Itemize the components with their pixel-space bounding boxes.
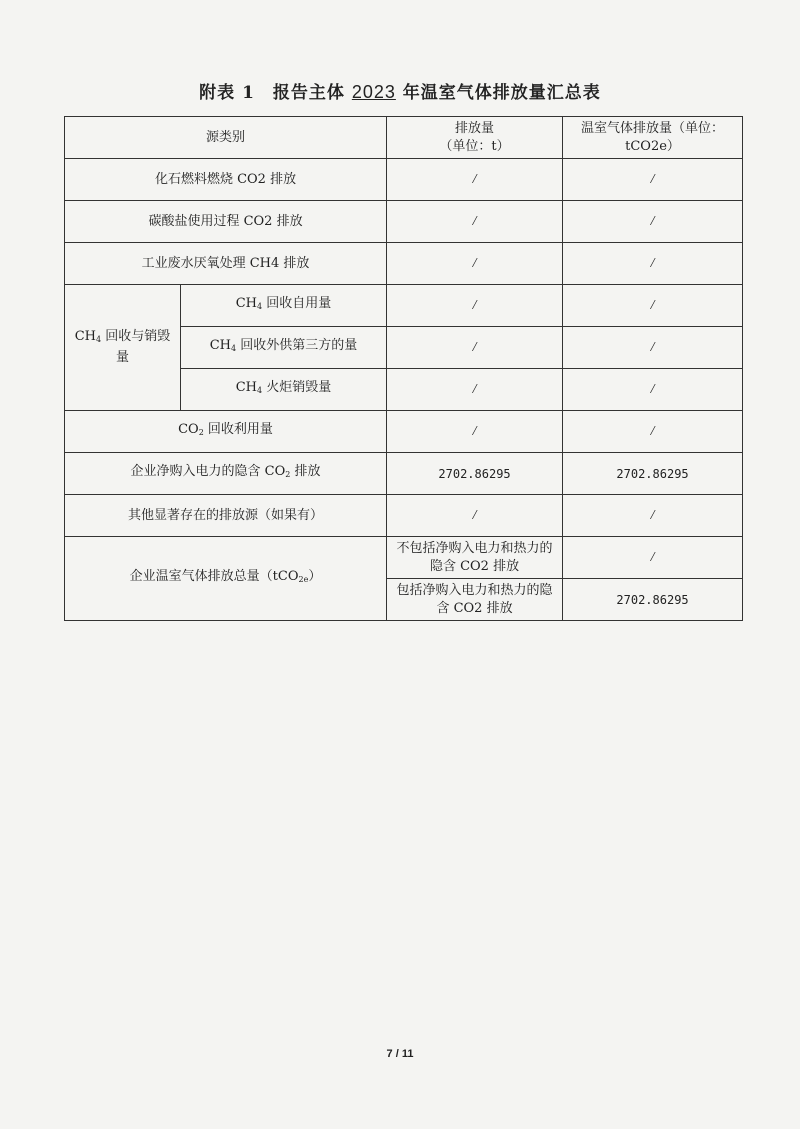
table-row [65, 285, 743, 327]
ch4-self-rest: 回收自用量 [262, 296, 332, 311]
row-label-fossil-fuel: 化石燃料燃烧 CO2 排放 [65, 159, 387, 201]
table-header-row [65, 117, 743, 159]
cell-value: / [563, 201, 743, 243]
cell-value: / [387, 285, 563, 327]
electricity-post: 排放 [290, 464, 321, 479]
ch4-group-sub: 4 [96, 335, 102, 344]
cell-value: / [563, 411, 743, 453]
total-sub: 2e [298, 575, 309, 584]
row-label-electricity [65, 453, 387, 495]
cell-value: / [387, 327, 563, 369]
ch4-flare-ch: CH [235, 380, 258, 395]
header-ghg-line1: 温室气体排放量（单位： [581, 120, 725, 136]
co2-recovery-co: CO [178, 422, 199, 437]
cell-value: / [563, 369, 743, 411]
cell-total-including-value: 2702.86295 [563, 579, 743, 621]
table-row [65, 453, 743, 495]
row-label-wastewater: 工业废水厌氧处理 CH4 排放 [65, 243, 387, 285]
ch4-third-rest: 回收外供第三方的量 [236, 338, 358, 353]
cell-value: / [387, 243, 563, 285]
header-emission [387, 117, 563, 159]
header-ghg-line2: tCO2e） [625, 138, 680, 154]
header-ghg [563, 117, 743, 159]
total-post: ） [308, 569, 322, 584]
ch4-self-ch: CH [235, 296, 258, 311]
ch4-third-sub: 4 [231, 344, 237, 353]
cell-value: / [387, 159, 563, 201]
cell-value: / [563, 537, 743, 579]
header-emission-line1: 排放量 [455, 120, 495, 136]
page-number: 7 / 11 [386, 1048, 414, 1060]
title-suffix: 年温室气体排放量汇总表 [395, 83, 601, 103]
ch4-third-ch: CH [209, 338, 232, 353]
cell-value: / [387, 369, 563, 411]
cell-electricity-ghg: 2702.86295 [563, 453, 743, 495]
title-prefix: 附表 1 报告主体 [199, 83, 352, 103]
table-row [65, 411, 743, 453]
cell-value: / [387, 411, 563, 453]
row-label-other: 其他显著存在的排放源（如果有） [65, 495, 387, 537]
ch4-group-rest: 回收与销毁量 [101, 329, 171, 365]
co2-recovery-sub: 2 [198, 428, 204, 437]
ch4-flare-sub: 4 [257, 386, 263, 395]
row-label-ch4-flare [181, 369, 387, 411]
cell-value: / [563, 327, 743, 369]
table-row [65, 159, 743, 201]
ch4-group-ch: CH [74, 329, 97, 344]
electricity-pre: 企业净购入电力的隐含 CO [130, 464, 286, 479]
cell-electricity-emission: 2702.86295 [387, 453, 563, 495]
table-row [65, 537, 743, 579]
total-pre: 企业温室气体排放总量（tCO [129, 569, 299, 584]
row-label-total [65, 537, 387, 621]
electricity-sub: 2 [285, 470, 291, 479]
row-group-label-ch4 [65, 285, 181, 411]
cell-value: / [387, 495, 563, 537]
cell-value: / [387, 201, 563, 243]
ch4-flare-rest: 火炬销毁量 [262, 380, 332, 395]
header-source-type: 源类别 [65, 117, 387, 159]
ch4-self-sub: 4 [257, 302, 263, 311]
cell-value: / [563, 243, 743, 285]
table-row [65, 495, 743, 537]
table-row [65, 201, 743, 243]
cell-value: / [563, 285, 743, 327]
row-label-ch4-third-party [181, 327, 387, 369]
row-label-ch4-self-use [181, 285, 387, 327]
page-title [0, 78, 800, 103]
row-label-carbonate: 碳酸盐使用过程 CO2 排放 [65, 201, 387, 243]
cell-total-including: 包括净购入电力和热力的隐含 CO2 排放 [387, 579, 563, 621]
cell-value: / [563, 495, 743, 537]
cell-value: / [563, 159, 743, 201]
co2-recovery-rest: 回收利用量 [203, 422, 273, 437]
emission-summary-table [64, 116, 743, 621]
title-year: 2023 [351, 82, 396, 102]
header-emission-line2: （单位：t） [439, 138, 510, 154]
table-row [65, 243, 743, 285]
cell-total-excluding: 不包括净购入电力和热力的隐含 CO2 排放 [387, 537, 563, 579]
row-label-co2-recovery [65, 411, 387, 453]
